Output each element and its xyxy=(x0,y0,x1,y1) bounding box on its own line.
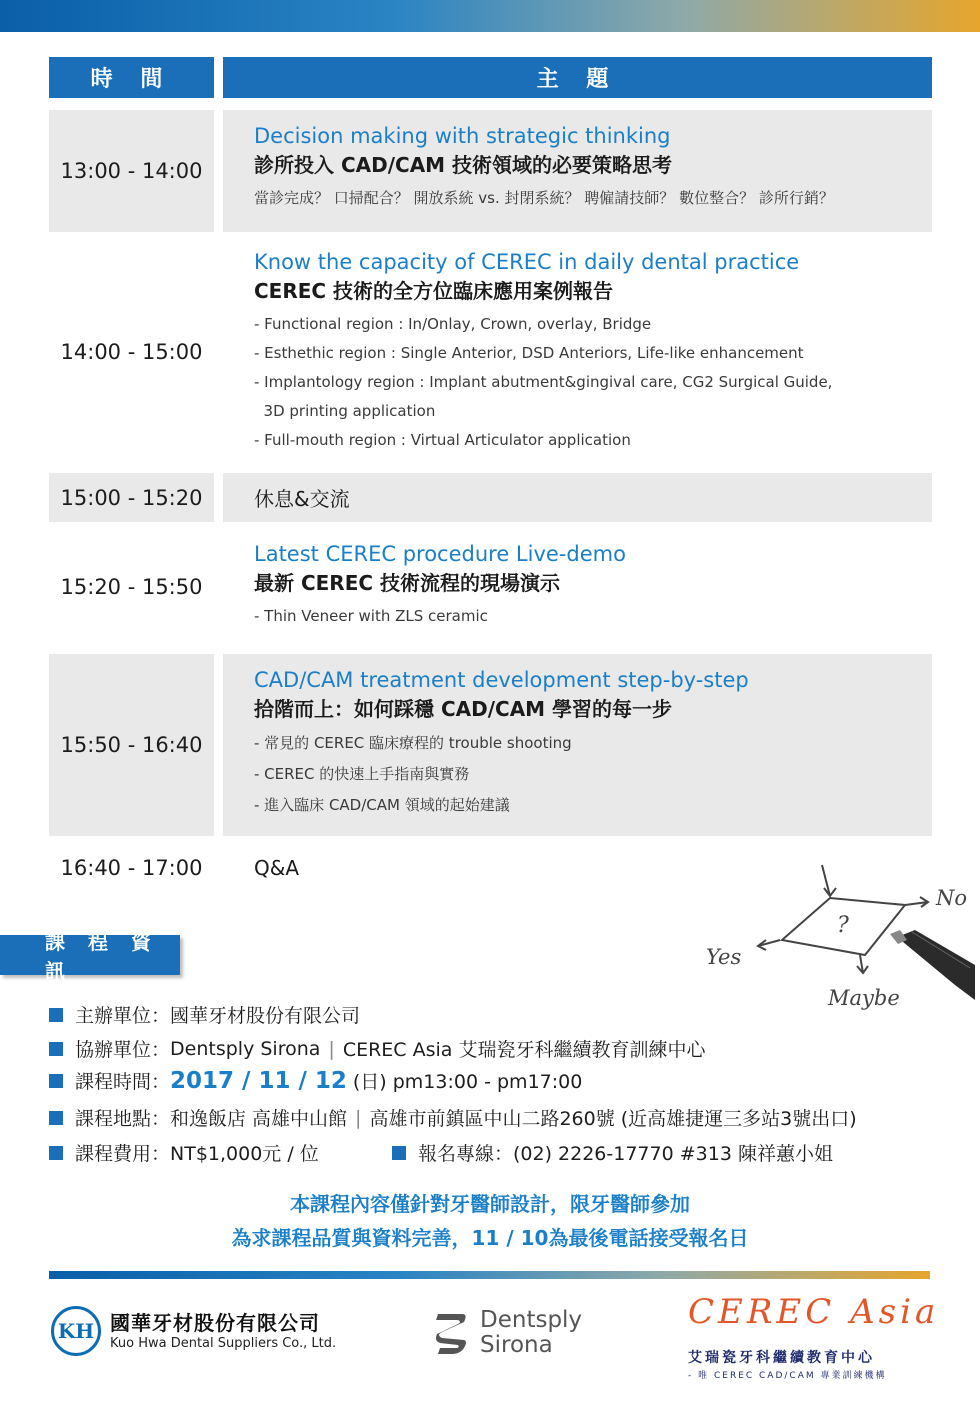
row-content xyxy=(223,473,932,522)
venue-label: 課程地點：和逸飯店 高雄中山館 xyxy=(75,1108,348,1130)
row-sub: - 常見的 CEREC 臨床療程的 trouble shooting xyxy=(254,734,572,752)
dentsply-sirona-wordmark xyxy=(480,1308,582,1358)
row-sub: 3D printing application xyxy=(254,402,436,420)
sirona-word: Sirona xyxy=(480,1332,553,1358)
row-time: 16:40 - 17:00 xyxy=(60,856,203,880)
info-organizer xyxy=(49,1001,360,1028)
row-sub: - Full-mouth region : Virtual Articulator application xyxy=(254,431,631,449)
row-zh-title: CEREC 技術的全方位臨床應用案例報告 xyxy=(254,279,614,303)
row-content xyxy=(223,110,932,232)
info-co-organizer xyxy=(49,1035,705,1062)
row-time: 15:50 - 16:40 xyxy=(49,654,214,836)
row-sub: - 進入臨床 CAD/CAM 領域的起始建議 xyxy=(254,796,510,814)
header-topic: 主 題 xyxy=(223,57,932,98)
cerec-asia-tagline: - 唯 CEREC CAD/CAM 專業訓練機構 xyxy=(688,1371,887,1381)
bullet-square-icon xyxy=(49,1074,63,1088)
info-fee xyxy=(49,1139,319,1166)
schedule-row xyxy=(49,528,932,646)
bullet-square-icon xyxy=(392,1146,406,1160)
header-time: 時 間 xyxy=(49,57,214,98)
doodle-maybe-label: Maybe xyxy=(828,986,900,1010)
cerec-asia-chinese-name: 艾瑞瓷牙科繼續教育中心 xyxy=(688,1350,875,1366)
kuo-hwa-english-name: Kuo Hwa Dental Suppliers Co., Ltd. xyxy=(110,1336,337,1351)
row-zh-title: 診所投入 CAD/CAM 技術領域的必要策略思考 xyxy=(254,153,673,177)
bullet-square-icon xyxy=(49,1111,63,1125)
row-zh-title: 最新 CEREC 技術流程的現場演示 xyxy=(254,571,561,595)
date-rest: (日) pm13:00 - pm17:00 xyxy=(352,1071,583,1093)
row-content xyxy=(223,528,932,646)
schedule-row xyxy=(49,110,932,232)
doodle-yes-label: Yes xyxy=(706,945,742,969)
row-sub: - Thin Veneer with ZLS ceramic xyxy=(254,607,488,625)
bullet-square-icon xyxy=(49,1008,63,1022)
dentsply-sirona-logo-icon xyxy=(434,1310,470,1356)
kuo-hwa-logo-icon: KH xyxy=(51,1306,101,1356)
dentsply-word: Dentsply xyxy=(480,1307,583,1333)
schedule-row xyxy=(49,654,932,836)
row-sub: - Esthethic region : Single Anterior, DSD Anteriors, Life-like enhancement xyxy=(254,344,804,362)
row-time: 13:00 - 14:00 xyxy=(49,110,214,232)
date-label: 課程時間： xyxy=(75,1071,171,1093)
schedule-row xyxy=(49,238,932,466)
bullet-square-icon xyxy=(49,1146,63,1160)
course-info-tab: 課 程 資 訊 xyxy=(0,935,180,975)
row-sub: - Implantology region : Implant abutment&gingival care, CG2 Surgical Guide, xyxy=(254,373,833,391)
doodle-no-label: No xyxy=(936,886,968,910)
date-highlight: 2017 / 11 / 12 xyxy=(170,1067,347,1094)
decision-doodle-illustration xyxy=(700,860,975,1020)
row-plain-title: Q&A xyxy=(254,856,300,880)
co-organizer-label: 協辦單位： xyxy=(75,1039,171,1061)
row-time: 15:20 - 15:50 xyxy=(60,575,203,599)
notice-line-2: 為求課程品質與資料完善，11 / 10為最後電話接受報名日 xyxy=(231,1226,749,1250)
info-date xyxy=(49,1067,582,1094)
separator: | xyxy=(355,1106,362,1129)
info-hotline xyxy=(392,1139,833,1166)
row-time: 15:00 - 15:20 xyxy=(49,473,214,522)
top-gradient-bar xyxy=(0,0,980,32)
notice-line-1: 本課程內容僅針對牙醫師設計，限牙醫師參加 xyxy=(290,1192,690,1216)
info-venue xyxy=(49,1104,857,1131)
fee-text: 課程費用：NT$1,000元 / 位 xyxy=(75,1143,319,1165)
row-en-title: Know the capacity of CEREC in daily dental practice xyxy=(254,250,800,274)
cerec-asia-logo: CEREC Asia xyxy=(688,1292,940,1332)
row-time: 14:00 - 15:00 xyxy=(60,340,203,364)
doodle-question-label: ? xyxy=(837,913,849,938)
organizer-text: 主辦單位：國華牙材股份有限公司 xyxy=(75,1005,361,1027)
row-sub: 當診完成？ 口掃配合？ 開放系統 vs. 封閉系統？ 聘僱請技師？ 數位整合？ 診所行銷？ xyxy=(254,189,834,207)
row-en-title: Latest CEREC procedure Live-demo xyxy=(254,542,626,566)
kuo-hwa-name: 國華牙材股份有限公司 xyxy=(110,1311,320,1335)
row-content xyxy=(223,654,932,836)
pen-icon xyxy=(890,930,975,1000)
venue-address: 高雄市前鎮區中山二路260號 (近高雄捷運三多站3號出口) xyxy=(369,1108,857,1130)
row-plain-title: 休息&交流 xyxy=(254,487,350,511)
row-content xyxy=(223,238,932,466)
row-en-title: Decision making with strategic thinking xyxy=(254,124,671,148)
bottom-gradient-bar xyxy=(49,1271,930,1279)
hotline-text: 報名專線：(02) 2226-17770 #313 陳祥蕙小姐 xyxy=(418,1143,833,1165)
row-en-title: CAD/CAM treatment development step-by-step xyxy=(254,668,749,692)
row-sub: - Functional region : In/Onlay, Crown, overlay, Bridge xyxy=(254,315,652,333)
co-organizer-b: CEREC Asia 艾瑞瓷牙科繼續教育訓練中心 xyxy=(342,1039,706,1061)
row-zh-title: 拾階而上：如何踩穩 CAD/CAM 學習的每一步 xyxy=(254,697,673,721)
schedule-row xyxy=(49,473,932,522)
bullet-square-icon xyxy=(49,1042,63,1056)
co-organizer-a: Dentsply Sirona xyxy=(170,1037,321,1060)
row-sub: - CEREC 的快速上手指南與實務 xyxy=(254,765,470,783)
separator: | xyxy=(328,1037,335,1060)
